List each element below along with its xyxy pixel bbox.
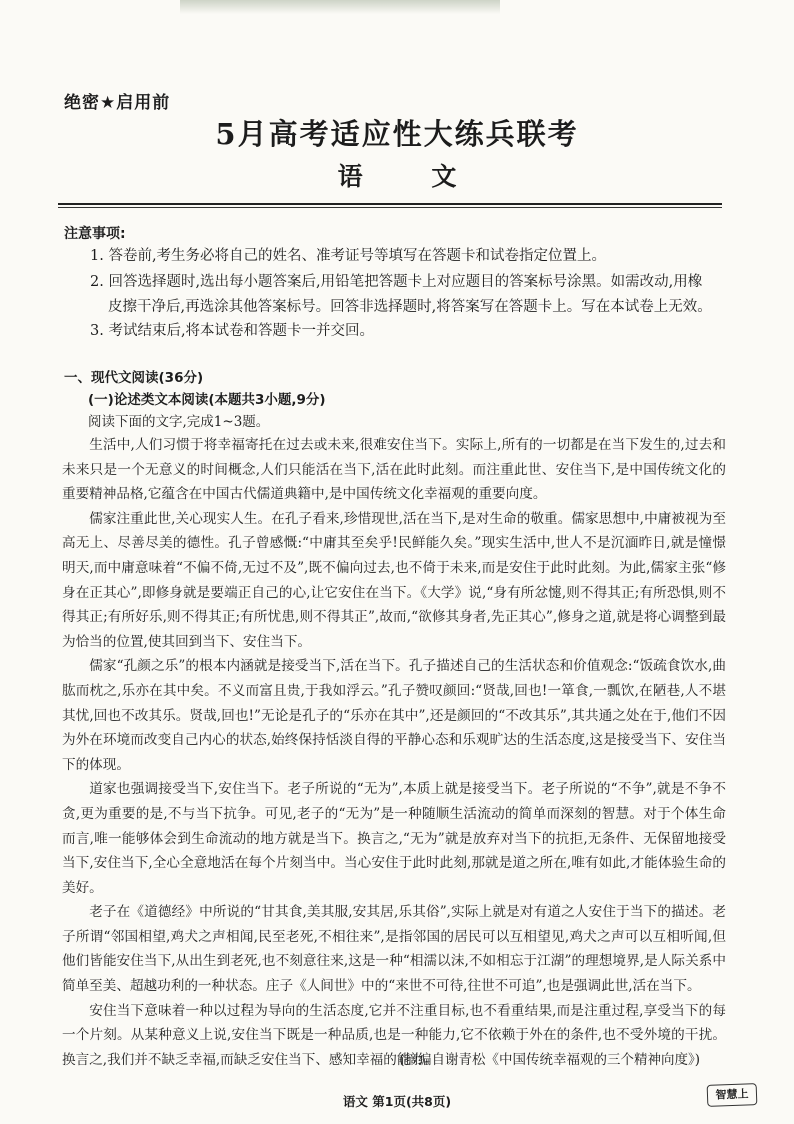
note-item-2-continued: 皮擦干净后,再选涂其他答案标号。回答非选择题时,将答案写在答题卡上。写在本试卷上无效。 xyxy=(108,299,712,315)
note-item-3: 3. 考试结束后,将本试卷和答题卡一并交回。 xyxy=(90,323,375,339)
header-divider-thin xyxy=(58,207,722,208)
section-title: 一、现代文阅读(36分) xyxy=(64,370,204,386)
passage-paragraph: 道家也强调接受当下,安住当下。老子所说的“无为”,本质上就是接受当下。老子所说的“不争”,就是不争不贪,更为重要的是,不与当下抗争。可见,老子的“无为”是一种随顺生活流动的简单而深刻的智慧。对于个体生命而言,唯一能够体会到生命流动的地方就是当下。换言之,“无为”就是放弃对当下的抗拒,无条件、无保留地接受当下,安住当下,全心全意地活在每个片刻当中。当心安住于此时此刻,那就是道之所在,唯有如此,才能体验生命的美好。 xyxy=(62,781,726,896)
passage-source: (摘编自谢青松《中国传统幸福观的三个精神向度》) xyxy=(399,1052,700,1068)
reading-passage xyxy=(62,433,726,1072)
note-item-2: 2. 回答选择题时,选出每小题答案后,用铅笔把答题卡上对应题目的答案标号涂黑。如需改动,用橡 xyxy=(90,274,703,290)
subsection-title: (一)论述类文本阅读(本题共3小题,9分) xyxy=(88,392,326,408)
passage-paragraph: 儒家“孔颜之乐”的根本内涵就是接受当下,活在当下。孔子描述自己的生活状态和价值观念:“饭疏食饮水,曲肱而枕之,乐亦在其中矣。不义而富且贵,于我如浮云。”孔子赞叹颜回:“贤哉,回也!一箪食,一瓢饮,在陋巷,人不堪其忧,回也不改其乐。贤哉,回也!”无论是孔子的“乐亦在其中”,还是颜回的“不改其乐”,其共通之处在于,他们不因为外在环境而改变自己内心的状态,始终保持恬淡自得的平静心态和乐观旷达的生活态度,这是接受当下、安住当下的体现。 xyxy=(62,658,726,773)
passage-paragraph: 生活中,人们习惯于将幸福寄托在过去或未来,很难安住当下。实际上,所有的一切都是在当下发生的,过去和未来只是一个无意义的时间概念,人们只能活在当下,活在此时此刻。而注重此世、安住当下,是中国传统文化的重要精神品格,它蕴含在中国古代儒道典籍中,是中国传统文化幸福观的重要向度。 xyxy=(62,437,726,503)
header-divider xyxy=(58,203,722,205)
publisher-stamp: 智慧上 xyxy=(707,1083,758,1107)
subject-title: 语 文 xyxy=(337,162,487,191)
exam-title: 5月高考适应性大练兵联考 xyxy=(215,117,579,151)
passage-paragraph: 老子在《道德经》中所说的“甘其食,美其服,安其居,乐其俗”,实际上就是对有道之人安住于当下的描述。老子所谓“邻国相望,鸡犬之声相闻,民至老死,不相往来”,是指邻国的居民可以互相望见,鸡犬之声可以互相听闻,但他们皆能安住当下,从出生到老死,也不刻意往来,这是一种“相濡以沫,不如相忘于江湖”的理想境界,是人际关系中简单至美、超越功利的一种状态。庄子《人间世》中的“来世不可待,往世不可追”,也是强调此世,活在当下。 xyxy=(62,904,726,995)
scan-shadow xyxy=(180,0,500,14)
note-item-1: 1. 答卷前,考生务必将自己的姓名、准考证号等填写在答题卡和试卷指定位置上。 xyxy=(90,248,607,264)
page-footer: 语文 第1页(共8页) xyxy=(342,1094,452,1109)
passage-paragraph: 儒家注重此世,关心现实人生。在孔子看来,珍惜现世,活在当下,是对生命的敬重。儒家思想中,中庸被视为至高无上、尽善尽美的德性。孔子曾感慨:“中庸其至矣乎!民鲜能久矣。”现实生活中,世人不是沉湎昨日,就是憧憬明天,而中庸意味着“不偏不倚,无过不及”,既不偏向过去,也不倚于未来,而是安住于此时此刻。为此,儒家主张“修身在正其心”,即修身就是要端正自己的心,让它安住在当下。《大学》说,“身有所忿懥,则不得其正;有所恐惧,则不得其正;有所好乐,则不得其正;有所忧患,则不得其正”,故而,“欲修其身者,先正其心”,修身之道,就是将心调整到最为恰当的位置,使其回到当下、安住当下。 xyxy=(62,510,726,650)
confidential-label: 绝密★启用前 xyxy=(64,93,171,113)
reading-instruction: 阅读下面的文字,完成1~3题。 xyxy=(88,414,270,430)
notes-heading: 注意事项: xyxy=(64,226,126,242)
passage-paragraph: 安住当下意味着一种以过程为导向的生活态度,它并不注重目标,也不看重结果,而是注重过程,享受当下的每一个片刻。从某种意义上说,安住当下既是一种品质,也是一种能力,它不依赖于外在的条件,也不受外境的干扰。换言之,我们并不缺乏幸福,而缺乏安住当下、感知幸福的能力。 xyxy=(62,1002,726,1068)
